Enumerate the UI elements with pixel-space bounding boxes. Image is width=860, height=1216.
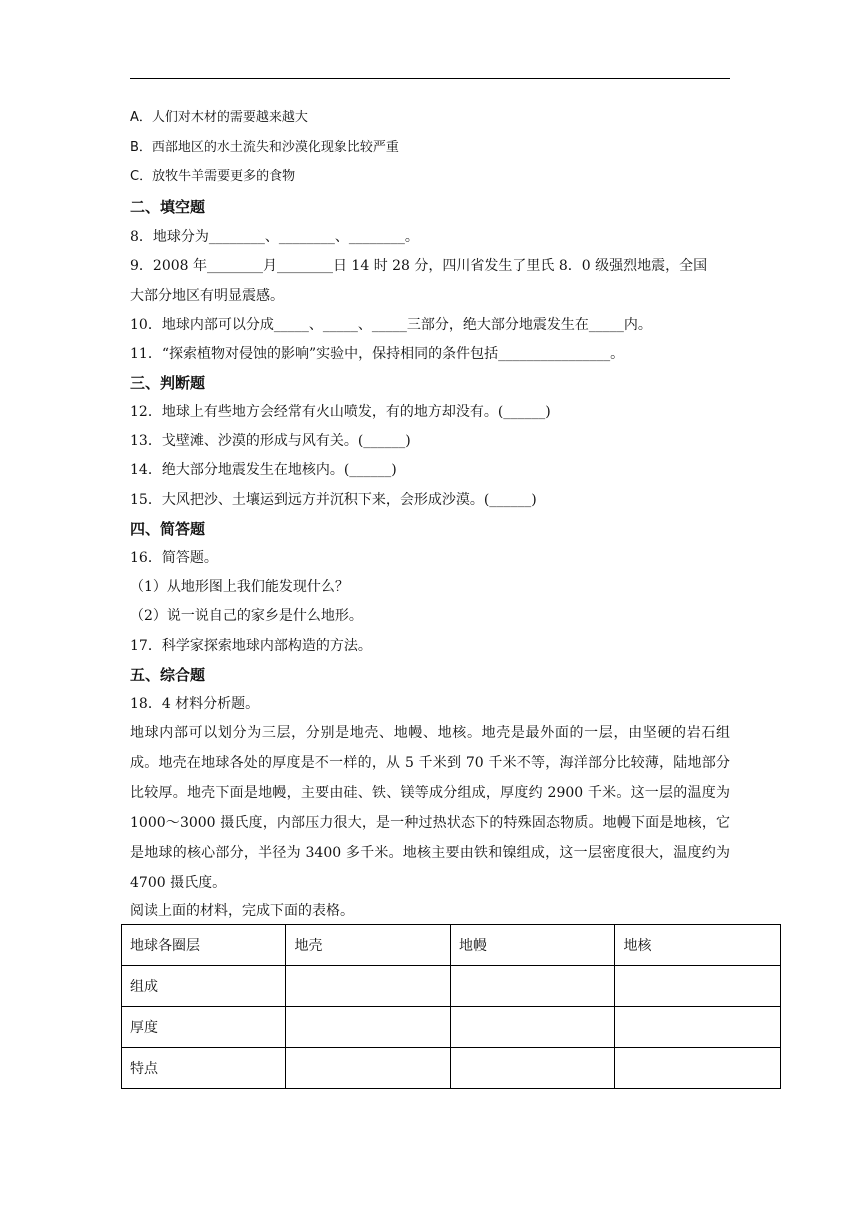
table-header-cell: 地球各圈层 [122,925,286,966]
question-10: 10．地球内部可以分成_____、_____、_____三部分，绝大部分地震发生在_____内。 [130,317,652,333]
section-heading-short: 四、简答题 [130,520,206,538]
table-row-label: 厚度 [122,1007,286,1048]
table-header-cell: 地幔 [450,925,614,966]
table-cell-answer[interactable] [615,1007,781,1048]
table-cell-answer[interactable] [286,1007,450,1048]
question-9-line-2: 大部分地区有明显震感。 [130,288,284,304]
section-heading-fill: 二、填空题 [130,198,206,216]
option-c: C．放牧牛羊需要更多的食物 [130,169,296,184]
table-cell-answer[interactable] [286,966,450,1007]
question-17: 17．科学家探索地球内部构造的方法。 [130,638,372,654]
section-heading-judge: 三、判断题 [130,374,206,392]
option-a: A．人们对木材的需要越来越大 [130,110,308,125]
question-14: 14．绝大部分地震发生在地核内。(______) [130,462,397,478]
question-12: 12．地球上有些地方会经常有火山喷发，有的地方却没有。(______) [130,404,551,420]
earth-layers-table [121,924,781,1089]
table-header-cell: 地核 [615,925,781,966]
question-15: 15．大风把沙、土壤运到远方并沉积下来，会形成沙漠。(______) [130,492,537,508]
material-paragraph: 地球内部可以划分为三层，分别是地壳、地幔、地核。地壳是最外面的一层，由坚硬的岩石组成。地壳在地球各处的厚度是不一样的，从 5 千米到 70 千米不等，海洋部分比较薄，陆地部分比较厚。地壳下面是地幔，主要由硅、铁、镁等成分组成，厚度约 2900 千米。这一层的温度为 1000～3000 摄氏度，内部压力很大，是一种过热状态下的特殊固态物质。地幔下面是地核，它是地球的核心部分，半径为 3400 多千米。地核主要由铁和镍组成，这一层密度很大，温度约为 4700 摄氏度。 [130,725,730,891]
table-row [122,1048,781,1089]
table-instruction: 阅读上面的材料，完成下面的表格。 [130,903,354,919]
question-16: 16．简答题。 [130,550,218,566]
question-18: 18．4 材料分析题。 [130,696,260,712]
table-cell-answer[interactable] [450,1048,614,1089]
table-row-label: 特点 [122,1048,286,1089]
question-13: 13．戈壁滩、沙漠的形成与风有关。(______) [130,433,411,449]
table-cell-answer[interactable] [450,966,614,1007]
section-heading-comprehensive: 五、综合题 [130,666,206,684]
question-9-line-1: 9．2008 年________月________日 14 时 28 分，四川省发生了里氏 8．0 级强烈地震，全国 [130,258,708,274]
table-cell-answer[interactable] [450,1007,614,1048]
question-11: 11．“探索植物对侵蚀的影响”实验中，保持相同的条件包括________________。 [130,346,625,362]
table-header-cell: 地壳 [286,925,450,966]
question-8: 8．地球分为________、________、________。 [130,229,419,245]
table-cell-answer[interactable] [286,1048,450,1089]
table-cell-answer[interactable] [615,1048,781,1089]
table-row [122,1007,781,1048]
question-16-1: （1）从地形图上我们能发现什么？ [130,579,349,595]
option-b: B．西部地区的水土流失和沙漠化现象比较严重 [130,140,399,155]
header-rule [130,78,730,79]
table-row [122,966,781,1007]
table-cell-answer[interactable] [615,966,781,1007]
question-16-2: （2）说一说自己的家乡是什么地形。 [130,608,363,624]
table-row-label: 组成 [122,966,286,1007]
table-header-row [122,925,781,966]
